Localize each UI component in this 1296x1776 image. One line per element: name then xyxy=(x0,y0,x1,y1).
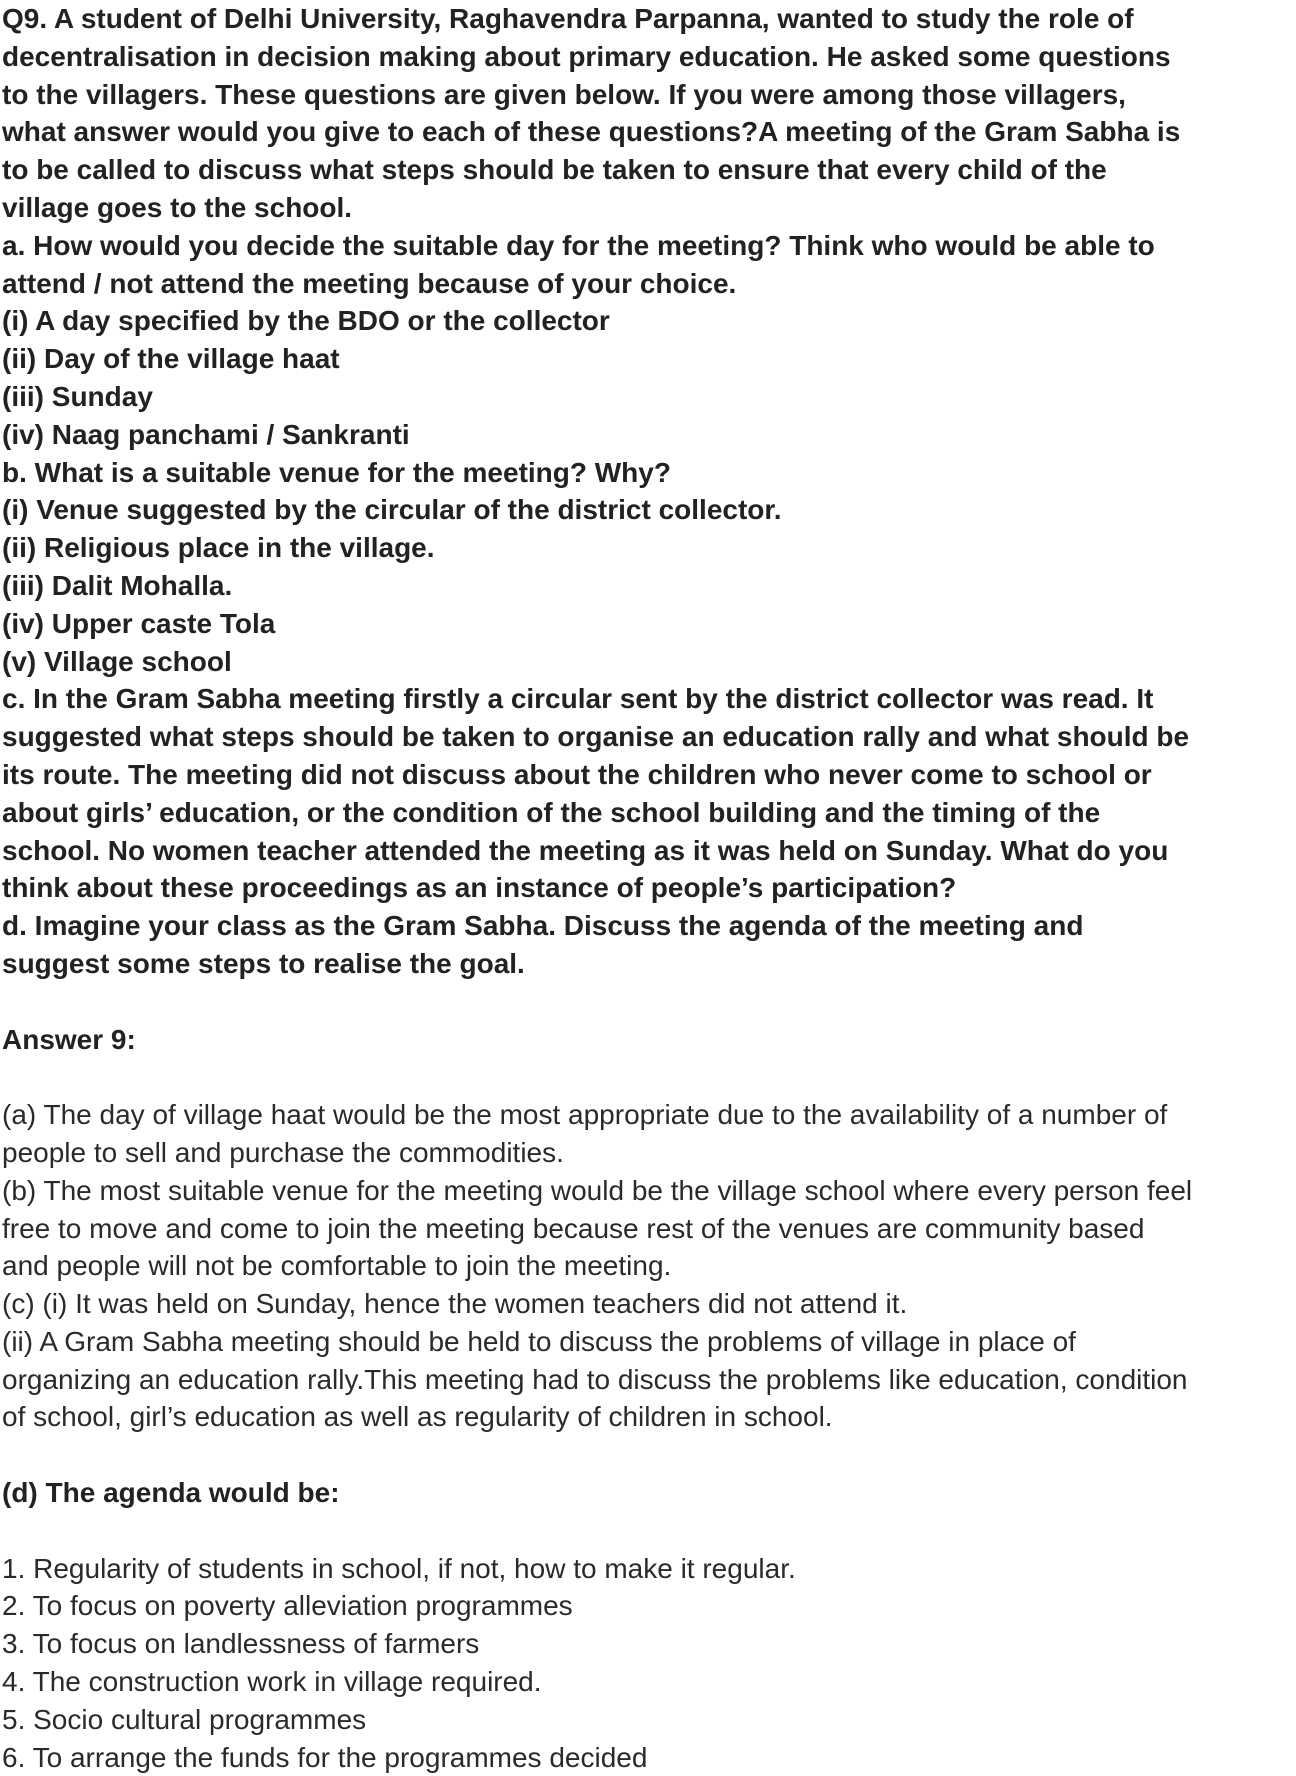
answer-line: and people will not be comfortable to join the meeting. xyxy=(2,1250,672,1282)
answer-line: (a) The day of village haat would be the most appropriate due to the availability of a number of xyxy=(2,1099,1168,1131)
question-line: (ii) Day of the village haat xyxy=(2,343,340,375)
answer-line: of school, girl’s education as well as regularity of children in school. xyxy=(2,1401,833,1433)
question-line: suggest some steps to realise the goal. xyxy=(2,947,525,979)
question-line: about girls’ education, or the condition of the school building and the timing of the xyxy=(2,796,1101,828)
question-line: what answer would you give to each of these questions?A meeting of the Gram Sabha is xyxy=(2,116,1181,148)
agenda-heading: (d) The agenda would be: xyxy=(2,1477,340,1509)
answer-line: free to move and come to join the meeting because rest of the venues are community based xyxy=(2,1212,1145,1244)
question-line: school. No women teacher attended the meeting as it was held on Sunday. What do you xyxy=(2,834,1169,866)
question-line: d. Imagine your class as the Gram Sabha. Discuss the agenda of the meeting and xyxy=(2,910,1084,942)
agenda-item: 5. Socio cultural programmes xyxy=(2,1703,367,1735)
question-line: to be called to discuss what steps should be taken to ensure that every child of the xyxy=(2,154,1107,186)
question-line: a. How would you decide the suitable day for the meeting? Think who would be able to xyxy=(2,229,1155,261)
question-line: Q9. A student of Delhi University, Raghavendra Parpanna, wanted to study the role of xyxy=(2,3,1134,34)
answer-line: (b) The most suitable venue for the meeting would be the village school where every person feel xyxy=(2,1174,1193,1206)
answer-line: people to sell and purchase the commodities. xyxy=(2,1136,564,1168)
question-line: c. In the Gram Sabha meeting firstly a circular sent by the district collector was read. It xyxy=(2,683,1154,715)
answer-line: organizing an education rally.This meeting had to discuss the problems like education, condition xyxy=(2,1363,1188,1395)
question-line: village goes to the school. xyxy=(2,191,353,223)
answer-line: (ii) A Gram Sabha meeting should be held to discuss the problems of village in place of xyxy=(2,1325,1076,1357)
question-line: attend / not attend the meeting because of your choice. xyxy=(2,267,737,299)
question-line: its route. The meeting did not discuss about the children who never come to school or xyxy=(2,758,1152,790)
question-line: (v) Village school xyxy=(2,645,232,677)
agenda-item: 6. To arrange the funds for the programmes decided xyxy=(2,1741,648,1773)
question-line: (i) Venue suggested by the circular of the district collector. xyxy=(2,494,782,526)
agenda-item: 2. To focus on poverty alleviation programmes xyxy=(2,1590,573,1622)
agenda-item: 3. To focus on landlessness of farmers xyxy=(2,1628,480,1660)
question-line: to the villagers. These questions are given below. If you were among those villagers, xyxy=(2,78,1126,110)
question-block xyxy=(2,0,1296,983)
agenda-item: 1. Regularity of students in school, if not, how to make it regular. xyxy=(2,1552,796,1584)
question-line: (i) A day specified by the BDO or the collector xyxy=(2,305,610,337)
question-line: think about these proceedings as an instance of people’s participation? xyxy=(2,872,957,904)
question-line: suggested what steps should be taken to organise an education rally and what should be xyxy=(2,721,1190,753)
answer-heading: Answer 9: xyxy=(2,1023,136,1055)
question-line: (iv) Naag panchami / Sankranti xyxy=(2,418,410,450)
agenda-item: 4. The construction work in village required. xyxy=(2,1666,542,1698)
question-line: b. What is a suitable venue for the meeting? Why? xyxy=(2,456,671,488)
question-line: (iv) Upper caste Tola xyxy=(2,607,276,639)
answer-block xyxy=(2,1096,1296,1436)
question-line: (ii) Religious place in the village. xyxy=(2,532,435,564)
question-line: decentralisation in decision making about primary education. He asked some questions xyxy=(2,40,1171,72)
question-line: (iii) Dalit Mohalla. xyxy=(2,569,233,601)
question-line: (iii) Sunday xyxy=(2,380,153,412)
answer-line: (c) (i) It was held on Sunday, hence the women teachers did not attend it. xyxy=(2,1288,908,1320)
agenda-list xyxy=(2,1550,1296,1776)
